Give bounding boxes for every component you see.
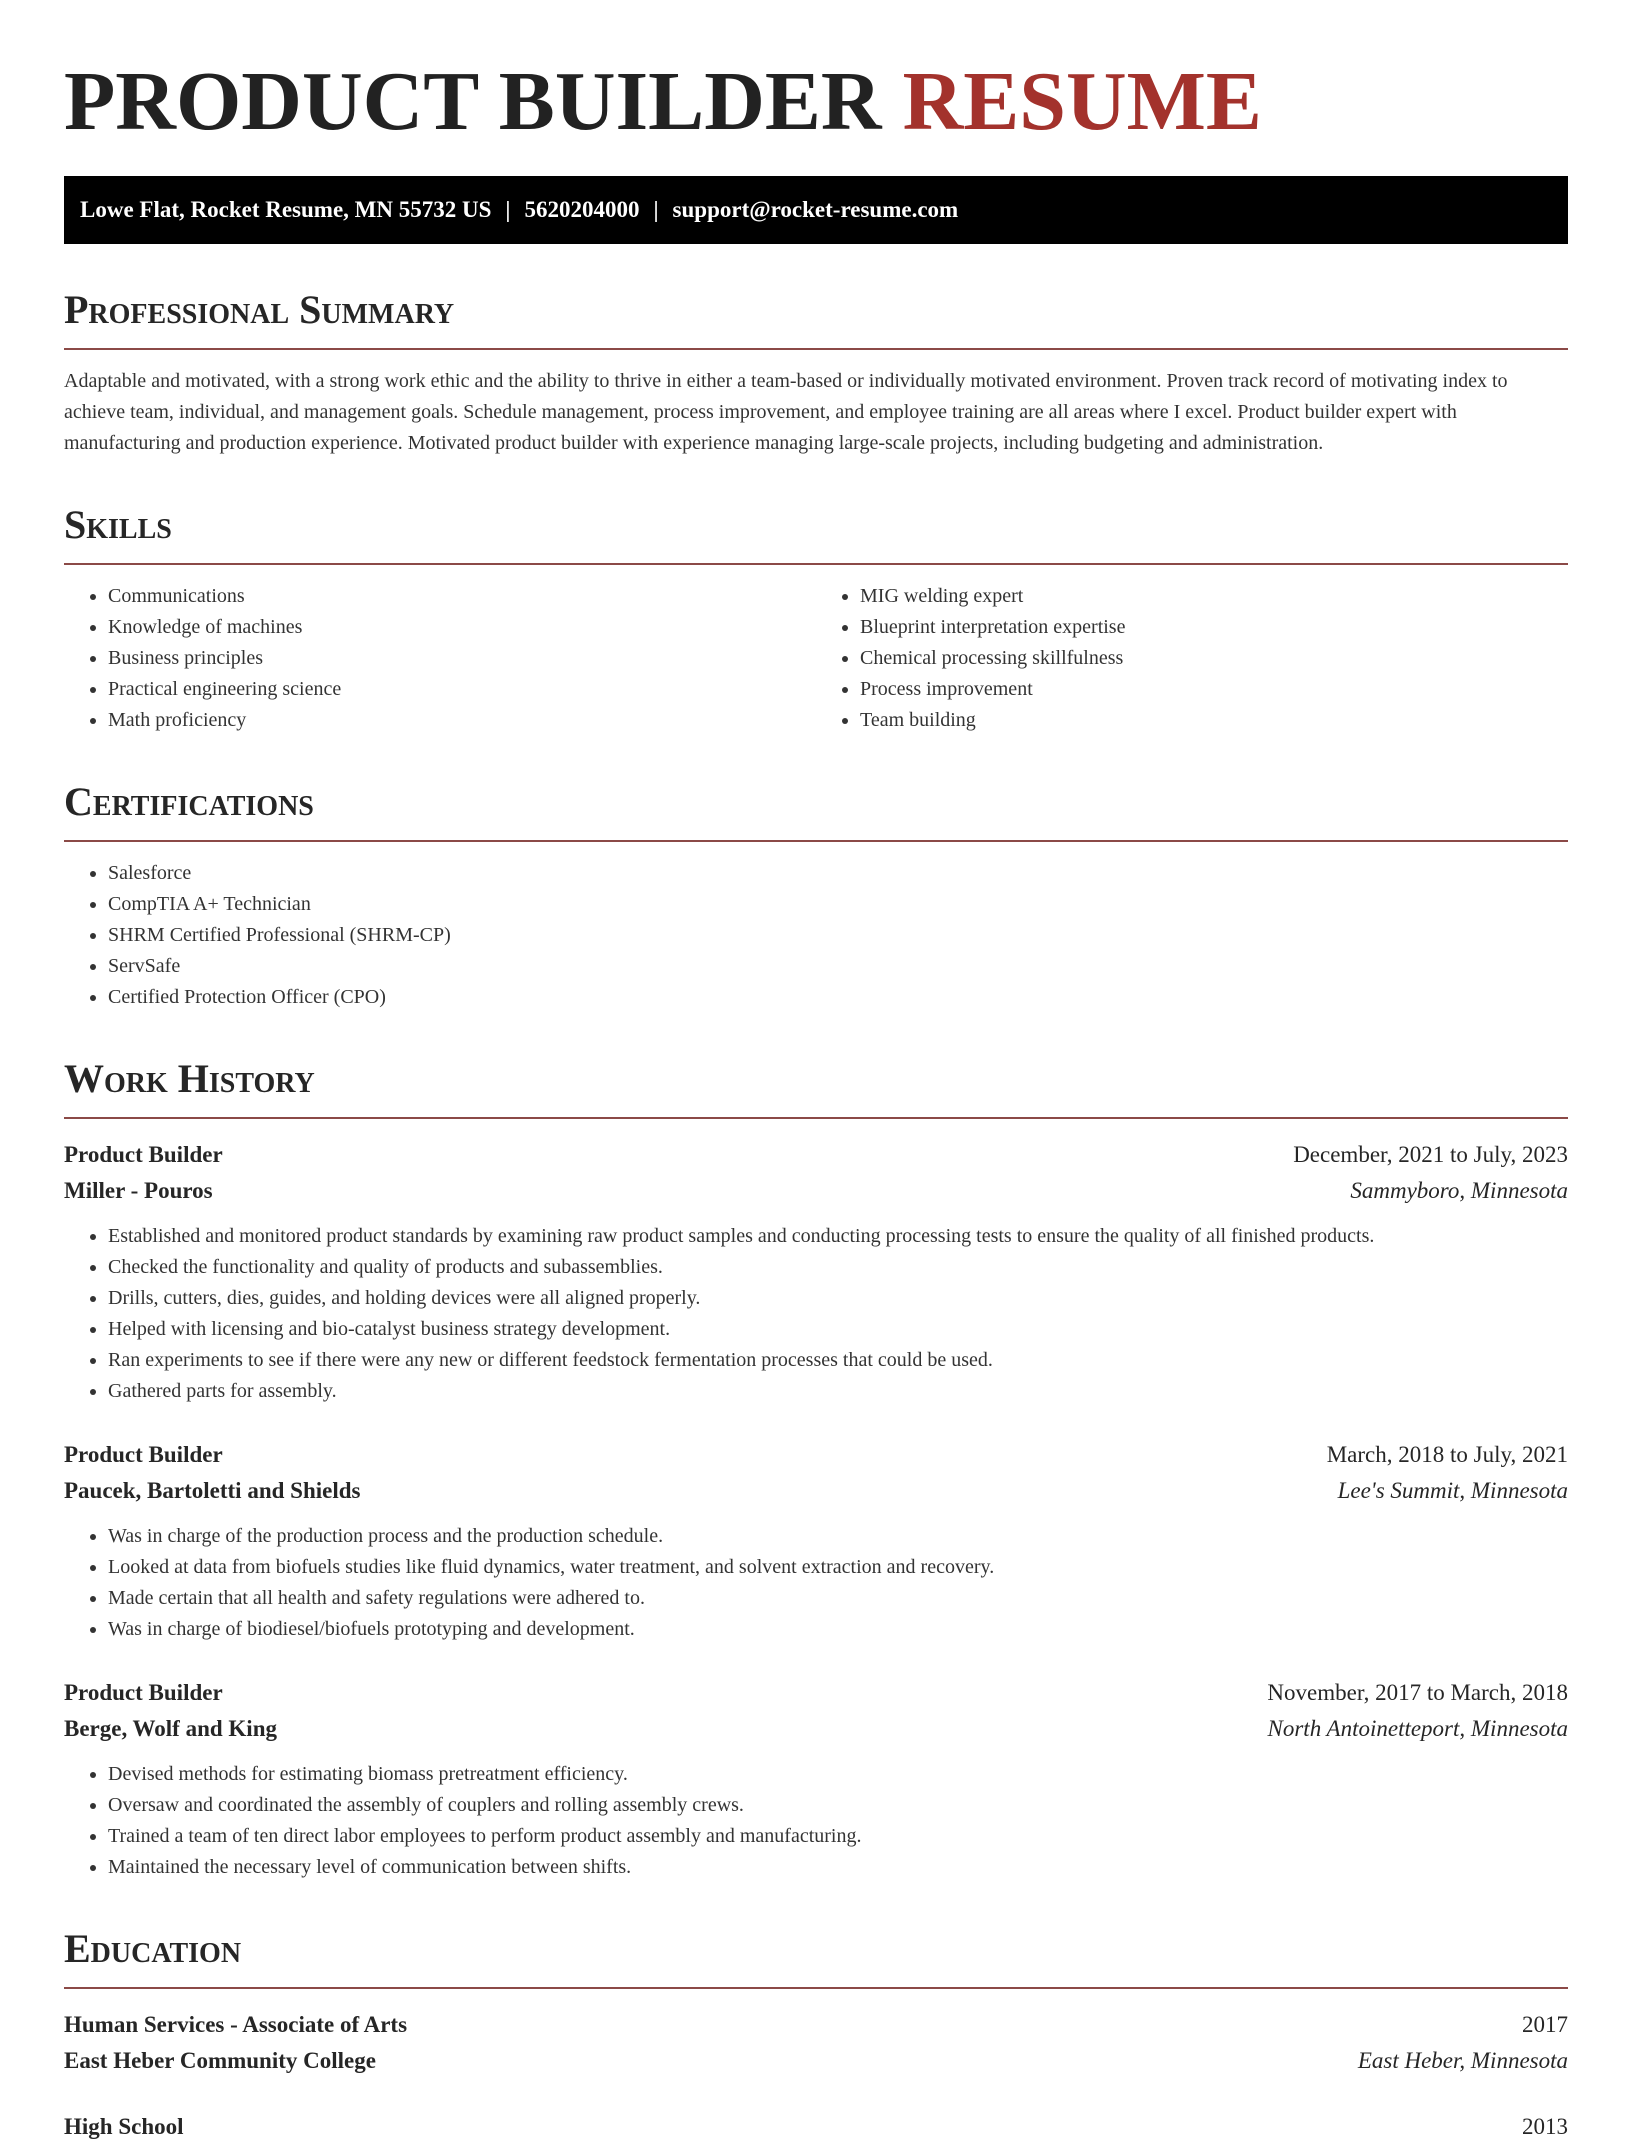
title-main: PRODUCT BUILDER: [64, 55, 882, 148]
skills-grid: [64, 565, 1568, 736]
work-history-section: [64, 1055, 1568, 1883]
job-duty: • Ran experiments to see if there were any new or different feedstock fermentation processes that could be used.: [108, 1345, 1568, 1376]
job-title: Product Builder: [64, 1142, 223, 1167]
certification-item: • ServSafe: [108, 951, 1568, 982]
job-company: Miller - Pouros: [64, 1178, 213, 1203]
job-header-row: [64, 1675, 1568, 1711]
certifications-list: [64, 858, 1568, 1013]
skill-item: • Practical engineering science: [108, 674, 816, 705]
job-company-row: [64, 1473, 1568, 1509]
skills-list-right: [816, 581, 1568, 736]
job-duty: • Established and monitored product standards by examining raw product samples and conducting processing tests to ensure the quality of all finished products.: [108, 1221, 1568, 1252]
summary-text: Adaptable and motivated, with a strong work ethic and the ability to thrive in either a team-based or individually motivated environment. Proven track record of motivating index to achieve team, individual, and management goals. Schedule management, process improvement, and employee training are all areas where I excel. Product builder expert with manufacturing and production experience. Motivated product builder with experience managing large-scale projects, including budgeting and administration.: [64, 370, 1508, 454]
job-duty: • Gathered parts for assembly.: [108, 1376, 1568, 1407]
certification-item: • SHRM Certified Professional (SHRM-CP): [108, 920, 1568, 951]
job-entry: [64, 1675, 1568, 1883]
job-duties: [64, 1221, 1568, 1407]
contact-address: Lowe Flat, Rocket Resume, MN 55732 US: [80, 197, 492, 222]
skill-item: • Communications: [108, 581, 816, 612]
job-duty: • Was in charge of the production process and the production schedule.: [108, 1521, 1568, 1552]
job-entry: [64, 1437, 1568, 1645]
education-header-row: [64, 2007, 1568, 2043]
skill-item: • Process improvement: [860, 674, 1568, 705]
job-title: Product Builder: [64, 1680, 223, 1705]
job-location: North Antoinetteport, Minnesota: [1267, 1716, 1568, 1741]
job-location: Lee's Summit, Minnesota: [1337, 1478, 1568, 1503]
skill-item: • MIG welding expert: [860, 581, 1568, 612]
contact-bar: [64, 176, 1568, 244]
job-dates: December, 2021 to July, 2023: [1293, 1142, 1568, 1167]
job-duty: • Was in charge of biodiesel/biofuels prototyping and development.: [108, 1614, 1568, 1645]
contact-separator: |: [653, 197, 659, 222]
skills-list-left: [64, 581, 816, 736]
education-section: [64, 1925, 1568, 2145]
section-heading: Skills: [64, 501, 1568, 565]
skill-item: • Team building: [860, 705, 1568, 736]
job-duties: [64, 1521, 1568, 1645]
section-heading: Certifications: [64, 778, 1568, 842]
job-company: Berge, Wolf and King: [64, 1716, 277, 1741]
education-school: East Heber Community College: [64, 2048, 376, 2073]
education-entry: [64, 2109, 1568, 2145]
job-duty: • Made certain that all health and safety regulations were adhered to.: [108, 1583, 1568, 1614]
contact-phone: 5620204000: [524, 197, 640, 222]
education-degree: High School: [64, 2114, 184, 2139]
job-duty: • Checked the functionality and quality of products and subassemblies.: [108, 1252, 1568, 1283]
skill-item: • Chemical processing skillfulness: [860, 643, 1568, 674]
skill-item: • Knowledge of machines: [108, 612, 816, 643]
job-duty: • Looked at data from biofuels studies like fluid dynamics, water treatment, and solvent extraction and recovery.: [108, 1552, 1568, 1583]
job-company-row: [64, 1711, 1568, 1747]
education-header-row: [64, 2109, 1568, 2145]
job-dates: March, 2018 to July, 2021: [1326, 1442, 1568, 1467]
section-heading: Education: [64, 1925, 1568, 1989]
education-year: 2017: [1522, 2012, 1568, 2037]
section-heading: Professional Summary: [64, 286, 1568, 350]
contact-email: support@rocket-resume.com: [672, 197, 959, 222]
job-company: Paucek, Bartoletti and Shields: [64, 1478, 361, 1503]
resume-title: [64, 52, 1568, 152]
job-duty: • Devised methods for estimating biomass pretreatment efficiency.: [108, 1759, 1568, 1790]
education-entry: [64, 2007, 1568, 2079]
job-duty: • Maintained the necessary level of communication between shifts.: [108, 1852, 1568, 1883]
skill-item: • Blueprint interpretation expertise: [860, 612, 1568, 643]
contact-separator: |: [505, 197, 511, 222]
skill-item: • Math proficiency: [108, 705, 816, 736]
certification-item: • Salesforce: [108, 858, 1568, 889]
job-duty: • Oversaw and coordinated the assembly of couplers and rolling assembly crews.: [108, 1790, 1568, 1821]
skill-item: • Business principles: [108, 643, 816, 674]
job-company-row: [64, 1173, 1568, 1209]
certifications-section: [64, 778, 1568, 1013]
certification-item: • CompTIA A+ Technician: [108, 889, 1568, 920]
job-header-row: [64, 1437, 1568, 1473]
section-heading: Work History: [64, 1055, 1568, 1119]
certification-item: • Certified Protection Officer (CPO): [108, 982, 1568, 1013]
summary-section: [64, 286, 1568, 459]
job-duty: • Drills, cutters, dies, guides, and holding devices were all aligned properly.: [108, 1283, 1568, 1314]
education-degree: Human Services - Associate of Arts: [64, 2012, 408, 2037]
education-school-row: [64, 2043, 1568, 2079]
job-duty: • Trained a team of ten direct labor employees to perform product assembly and manufacturing.: [108, 1821, 1568, 1852]
job-header-row: [64, 1137, 1568, 1173]
job-location: Sammyboro, Minnesota: [1350, 1178, 1568, 1203]
job-duty: • Helped with licensing and bio-catalyst business strategy development.: [108, 1314, 1568, 1345]
job-title: Product Builder: [64, 1442, 223, 1467]
education-location: East Heber, Minnesota: [1357, 2048, 1568, 2073]
education-year: 2013: [1522, 2114, 1568, 2139]
job-entry: [64, 1137, 1568, 1407]
job-duties: [64, 1759, 1568, 1883]
title-accent: RESUME: [902, 55, 1262, 148]
skills-section: [64, 501, 1568, 736]
job-dates: November, 2017 to March, 2018: [1267, 1680, 1568, 1705]
